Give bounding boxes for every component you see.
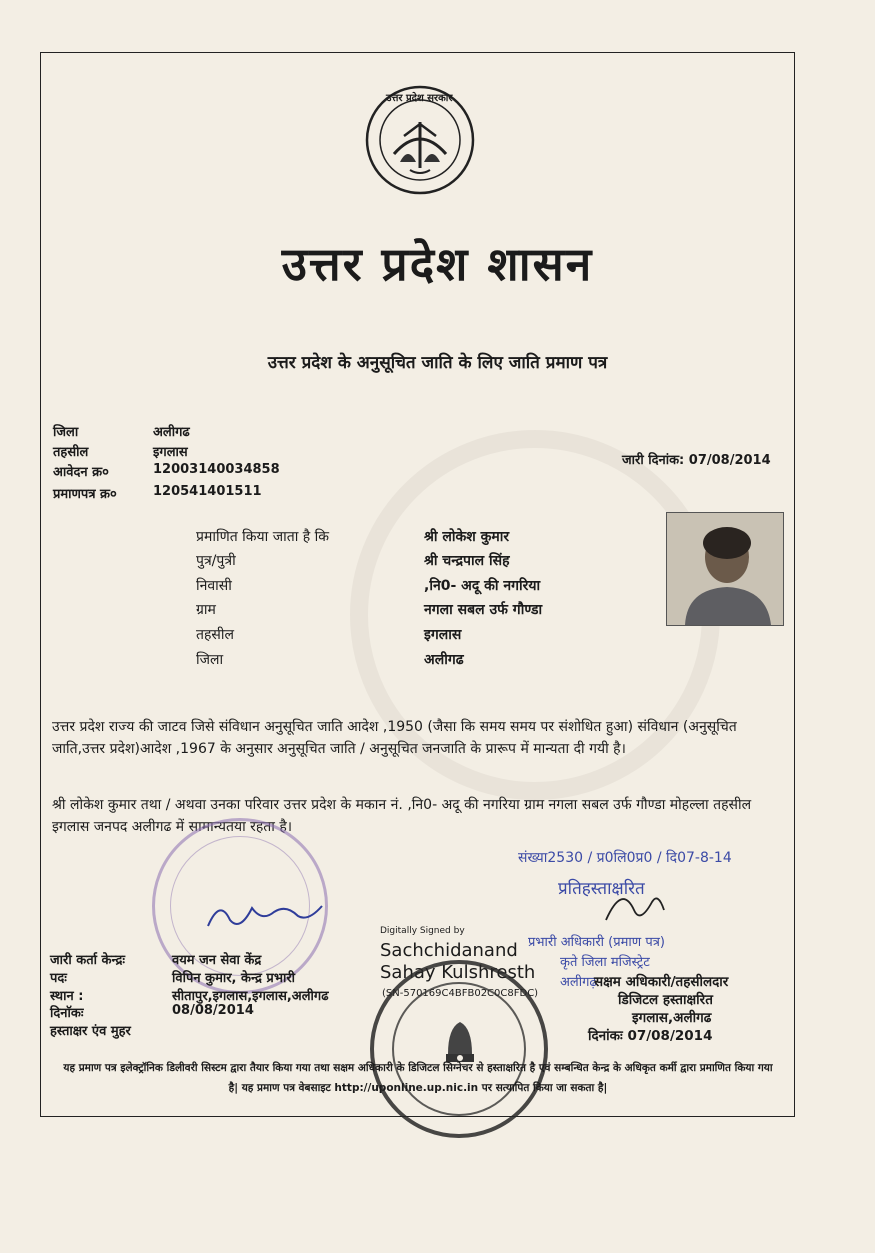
center-operator-signature	[200, 888, 330, 938]
digital-signer-name-line2: Sahay Kulshresth	[380, 962, 536, 983]
authority-line3: इगलास,अलीगढ	[632, 1010, 712, 1026]
district-label: जिला	[53, 425, 79, 440]
detail-label: पुत्र/पुत्री	[196, 553, 236, 569]
detail-value: नगला सबल उर्फ गौण्डा	[424, 602, 543, 618]
issuing-center-label: जारी कर्ता केन्द्रः	[50, 953, 126, 968]
emblem-text: उत्तर प्रदेश सरकार	[386, 93, 453, 104]
verification-footer: यह प्रमाण पत्र इलेक्ट्रॉनिक डिलीवरी सिस्टम द्वारा तैयार किया गया तथा सक्षम अधिकारी के डिजिटल सिग्नेचर से हस्ताक्षरित है एवं सम्बन्धित केन्द्र के अधिकृत कर्मी द्वारा प्रमाणित किया गया है| यह प्रमाण पत्र वेबसाइट http://uponline.up.nic.in पर सत्यापित किया जा सकता है|	[63, 1062, 773, 1094]
digital-sign-caption: Digitally Signed by	[380, 926, 465, 936]
authority-line2: डिजिटल हस्ताक्षरित	[618, 992, 713, 1008]
detail-value: श्री चन्द्रपाल सिंह	[424, 553, 510, 569]
post-value: विपिन कुमार, केन्द्र प्रभारी	[172, 971, 296, 986]
signature-seal-label: हस्ताक्षर एंव मुहर	[50, 1024, 131, 1039]
certificate-label: प्रमाणपत्र क्र०	[53, 487, 117, 502]
stamp-attested: प्रतिहस्ताक्षरित	[558, 879, 645, 899]
detail-label: तहसील	[196, 627, 234, 643]
detail-label: निवासी	[196, 578, 232, 594]
detail-label: जिला	[196, 652, 224, 668]
stamp-officer-line2: कृते जिला मजिस्ट्रेट	[560, 955, 650, 970]
issuing-center-value: वयम जन सेवा केंद्र	[172, 953, 262, 968]
detail-value: इगलास	[424, 627, 462, 643]
tehsil-label: तहसील	[53, 445, 89, 460]
district-value: अलीगढ	[153, 425, 190, 440]
main-title: उत्तर प्रदेश शासन	[281, 237, 594, 291]
detail-label: ग्राम	[196, 602, 216, 618]
authority-date: दिनांकः 07/08/2014	[588, 1028, 713, 1044]
certificate-number: 120541401511	[153, 484, 262, 499]
residence-paragraph: श्री लोकेश कुमार तथा / अथवा उनका परिवार उत्तर प्रदेश के मकान नं. ,नि0- अदू की नगरिया ग्राम नगला सबल उर्फ गौण्डा मोहल्ला तहसील इगलास जनपद अलीगढ में सामान्यतया रहता है।	[52, 797, 752, 835]
issue-date: जारी दिनांक: 07/08/2014	[622, 453, 771, 468]
applicant-photo	[666, 512, 784, 626]
officer-signature	[600, 880, 670, 930]
detail-label: प्रमाणित किया जाता है कि	[196, 529, 330, 545]
issuer-date-value: 08/08/2014	[172, 1003, 254, 1018]
sub-title: उत्तर प्रदेश के अनुसूचित जाति के लिए जाति प्रमाण पत्र	[267, 353, 608, 373]
caste-recognition-paragraph: उत्तर प्रदेश राज्य की जाटव जिसे संविधान अनुसूचित जाति आदेश ,1950 (जैसा कि समय समय पर संशोधित हुआ) संविधान (अनुसूचित जाति,उत्तर प्रदेश)आदेश ,1967 के अनुसार अनुसूचित जाति / अनुसूचित जनजाति के प्रारूप में मान्यता दी गयी है।	[52, 719, 737, 757]
stamp-officer-line1: प्रभारी अधिकारी (प्रमाण पत्र)	[528, 935, 665, 950]
stamp-officer-line3: अलीगढ़	[560, 975, 597, 990]
place-label: स्थान :	[50, 989, 84, 1004]
application-number: 12003140034858	[153, 462, 280, 477]
tehsil-value: इगलास	[153, 445, 188, 460]
application-label: आवेदन क्र०	[53, 465, 109, 480]
digital-signer-name-line1: Sachchidanand	[380, 940, 518, 961]
place-value: सीतापुर,इगलास,इगलास,अलीगढ	[172, 989, 329, 1004]
detail-value: ,नि0- अदू की नगरिया	[424, 578, 541, 594]
stamp-number-line: संख्या2530 / प्र0लि0प्र0 / दि07-8-14	[518, 850, 732, 866]
detail-value: अलीगढ	[424, 652, 464, 668]
authority-line1: सक्षम अधिकारी/तहसीलदार	[594, 974, 729, 990]
detail-value: श्री लोकेश कुमार	[424, 529, 510, 545]
post-label: पदः	[50, 971, 67, 986]
issue-date-label: दिनाॅकः	[50, 1006, 84, 1021]
digital-sign-serial: (SN-570169C4BFB02C0C8FDC)	[382, 988, 539, 999]
